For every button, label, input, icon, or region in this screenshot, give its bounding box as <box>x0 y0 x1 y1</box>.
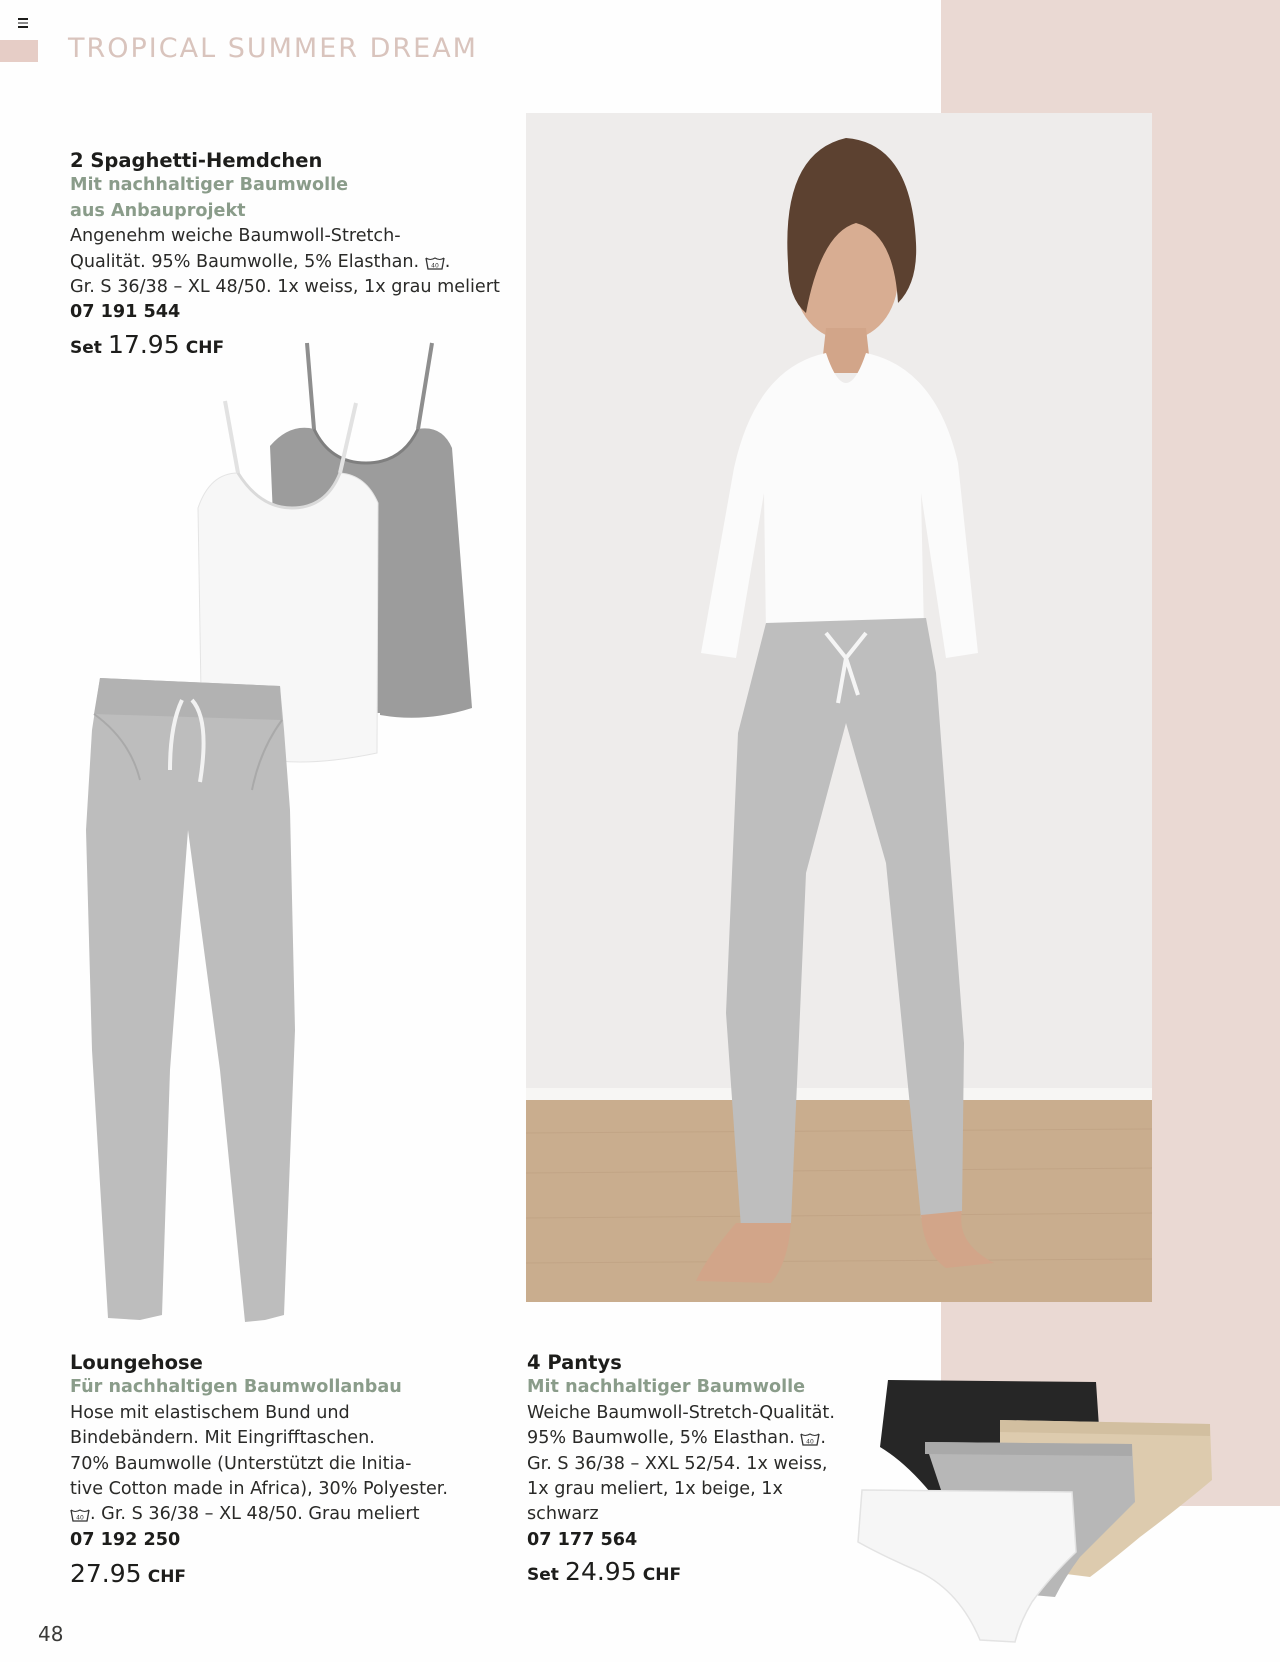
product-price: Set 17.95 CHF <box>70 329 225 359</box>
product-price: Set 24.95 CHF <box>527 1557 682 1587</box>
product-panties <box>527 1350 857 1589</box>
product-description: Hose mit elastischem Bund und <box>70 1402 350 1423</box>
product-description: tive Cotton made in Africa), 30% Polyester. <box>70 1479 448 1500</box>
section-title: TROPICAL SUMMER DREAM <box>68 33 478 64</box>
page-number: 48 <box>38 1622 64 1646</box>
product-description: Angenehm weiche Baumwoll-Stretch- <box>70 226 401 247</box>
header-accent-bar <box>0 40 38 62</box>
product-description: Bindebändern. Mit Eingrifftaschen. <box>70 1428 375 1449</box>
product-description: Weiche Baumwoll-Stretch-Qualität. <box>527 1402 835 1423</box>
wash-40-icon <box>70 1508 90 1522</box>
svg-text:40: 40 <box>806 1438 815 1446</box>
svg-text:40: 40 <box>76 1514 84 1522</box>
product-description: Gr. S 36/38 – XL 48/50. 1x weiss, 1x grau meliert <box>70 277 500 298</box>
article-number: 07 177 564 <box>527 1529 638 1550</box>
product-subtitle: Mit nachhaltiger Baumwolle <box>527 1377 806 1398</box>
product-description: 95% Baumwolle, 5% Elasthan. 40 . <box>527 1428 826 1449</box>
product-camisoles <box>70 148 520 361</box>
svg-text:40: 40 <box>430 262 439 270</box>
wash-40-icon <box>800 1432 820 1446</box>
loungepants-product-image <box>70 670 300 1330</box>
product-title: 2 Spaghetti-Hemdchen <box>70 149 323 172</box>
article-number: 07 192 250 <box>70 1529 181 1550</box>
product-subtitle: Für nachhaltigen Baumwollanbau <box>70 1377 402 1398</box>
product-subtitle: aus Anbauprojekt <box>70 200 246 221</box>
product-description: Gr. S 36/38 – XXL 52/54. 1x weiss, <box>527 1453 828 1474</box>
model-photo <box>526 113 1152 1302</box>
article-number: 07 191 544 <box>70 302 181 323</box>
product-description: 1x grau meliert, 1x beige, 1x schwarz <box>527 1479 783 1525</box>
product-price: 27.95 CHF <box>70 1559 187 1589</box>
product-title: Loungehose <box>70 1351 203 1374</box>
product-subtitle: Mit nachhaltiger Baumwolle <box>70 175 349 196</box>
product-loungepants <box>70 1350 510 1591</box>
product-description: 40 . Gr. S 36/38 – XL 48/50. Grau meliert <box>70 1502 510 1527</box>
panties-product-image <box>850 1372 1220 1652</box>
menu-icon[interactable] <box>18 18 28 28</box>
white-panty <box>858 1490 1076 1642</box>
wash-40-icon <box>425 256 445 270</box>
product-title: 4 Pantys <box>527 1351 622 1374</box>
product-description: Qualität. 95% Baumwolle, 5% Elasthan. 40 . <box>70 251 451 272</box>
product-description: 70% Baumwolle (Unterstützt die Initia- <box>70 1453 412 1474</box>
